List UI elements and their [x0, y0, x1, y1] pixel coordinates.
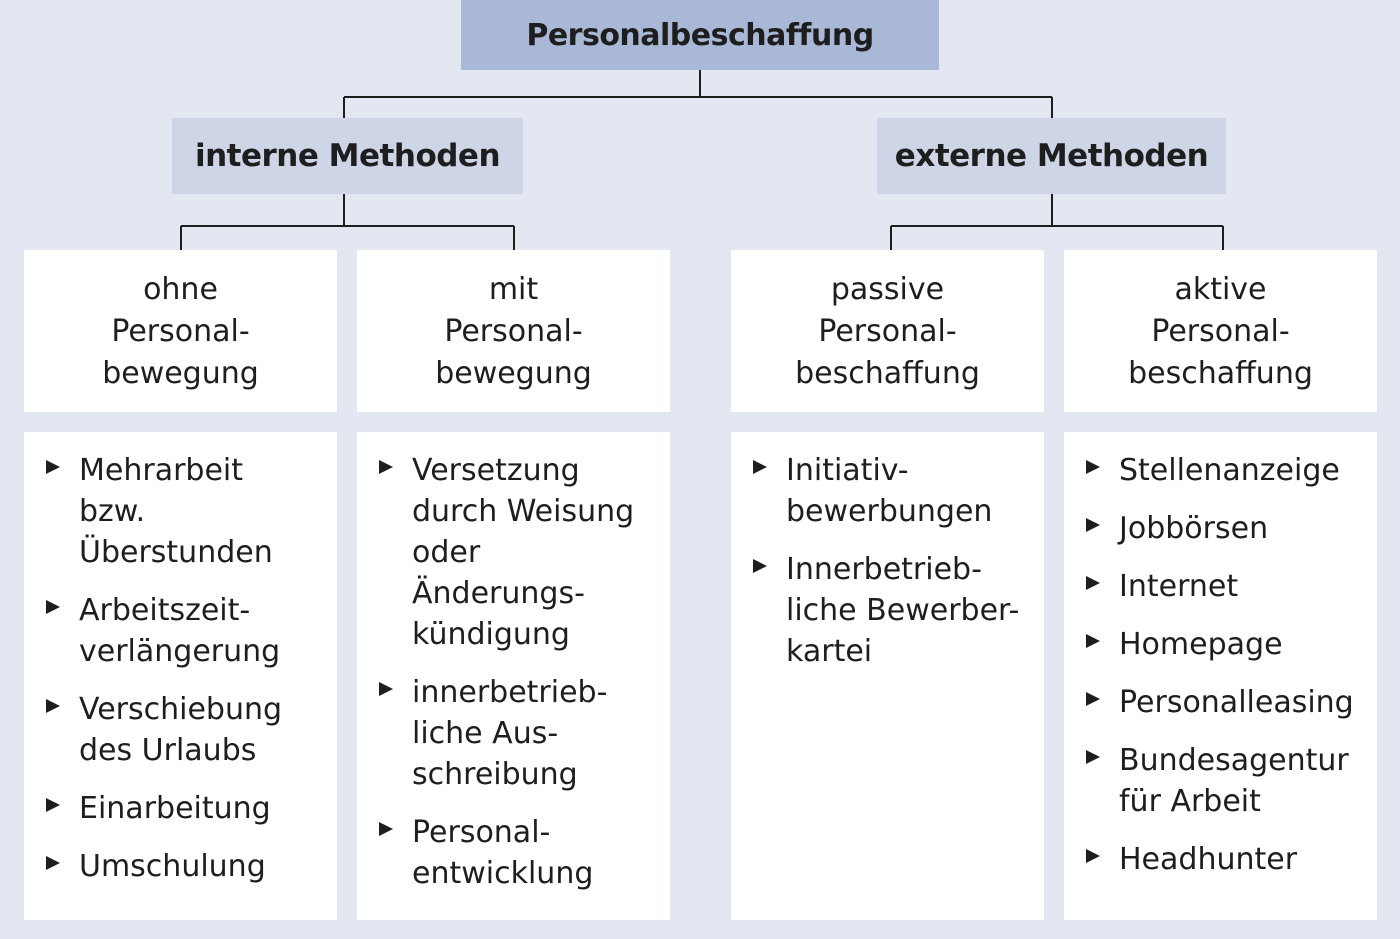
bullet-arrow-icon — [379, 682, 393, 696]
list-item: Homepage — [1086, 624, 1363, 665]
list-item: Stellenanzeige — [1086, 450, 1363, 491]
bullet-arrow-icon — [1086, 634, 1100, 648]
list-item: Verschiebung des Urlaubs — [46, 689, 323, 771]
subcategory-mit-label: mit Personal- bewegung — [435, 272, 592, 391]
bullet-arrow-icon — [46, 798, 60, 812]
bullet-arrow-icon — [1086, 518, 1100, 532]
list-item: Initiativ- bewerbungen — [753, 450, 1030, 532]
bullet-arrow-icon — [46, 699, 60, 713]
list-item: Jobbörsen — [1086, 508, 1363, 549]
bullet-arrow-icon — [1086, 750, 1100, 764]
root-label: Personalbeschaffung — [526, 17, 874, 53]
root-node — [461, 0, 939, 70]
category-interne-label: interne Methoden — [194, 138, 501, 174]
list-item: Versetzung durch Weisung oder Änderungs- kündigung — [379, 450, 656, 655]
list-item: Umschulung — [46, 846, 323, 887]
bullet-arrow-icon — [1086, 849, 1100, 863]
list-ohne — [24, 432, 337, 920]
category-externe-label: externe Methoden — [894, 138, 1209, 174]
category-externe — [877, 118, 1226, 194]
bullet-arrow-icon — [753, 460, 767, 474]
subcategory-ohne-label: ohne Personal- bewegung — [102, 272, 259, 391]
list-item: Personalleasing — [1086, 682, 1363, 723]
subcategory-passive-label: passive Personal- beschaffung — [795, 272, 980, 391]
subcategory-mit — [357, 250, 670, 412]
list-passive — [731, 432, 1044, 920]
subcategory-aktive-label: aktive Personal- beschaffung — [1128, 272, 1313, 391]
bullet-arrow-icon — [46, 460, 60, 474]
bullet-arrow-icon — [46, 856, 60, 870]
list-item: Internet — [1086, 566, 1363, 607]
list-mit — [357, 432, 670, 920]
list-item: Headhunter — [1086, 839, 1363, 880]
bullet-arrow-icon — [1086, 692, 1100, 706]
list-item: Mehrarbeit bzw. Überstunden — [46, 450, 323, 573]
bullet-arrow-icon — [1086, 576, 1100, 590]
bullet-arrow-icon — [753, 559, 767, 573]
list-item: Einarbeitung — [46, 788, 323, 829]
list-item: innerbetrieb- liche Aus- schreibung — [379, 672, 656, 795]
bullet-arrow-icon — [1086, 460, 1100, 474]
category-interne — [172, 118, 523, 194]
subcategory-ohne — [24, 250, 337, 412]
subcategory-passive — [731, 250, 1044, 412]
subcategory-aktive — [1064, 250, 1377, 412]
list-item: Personal- entwicklung — [379, 812, 656, 894]
bullet-arrow-icon — [46, 600, 60, 614]
bullet-arrow-icon — [379, 822, 393, 836]
list-item: Arbeitszeit- verlängerung — [46, 590, 323, 672]
list-item: Innerbetrieb- liche Bewerber- kartei — [753, 549, 1030, 672]
bullet-arrow-icon — [379, 460, 393, 474]
list-item: Bundesagentur für Arbeit — [1086, 740, 1363, 822]
list-aktive — [1064, 432, 1377, 920]
